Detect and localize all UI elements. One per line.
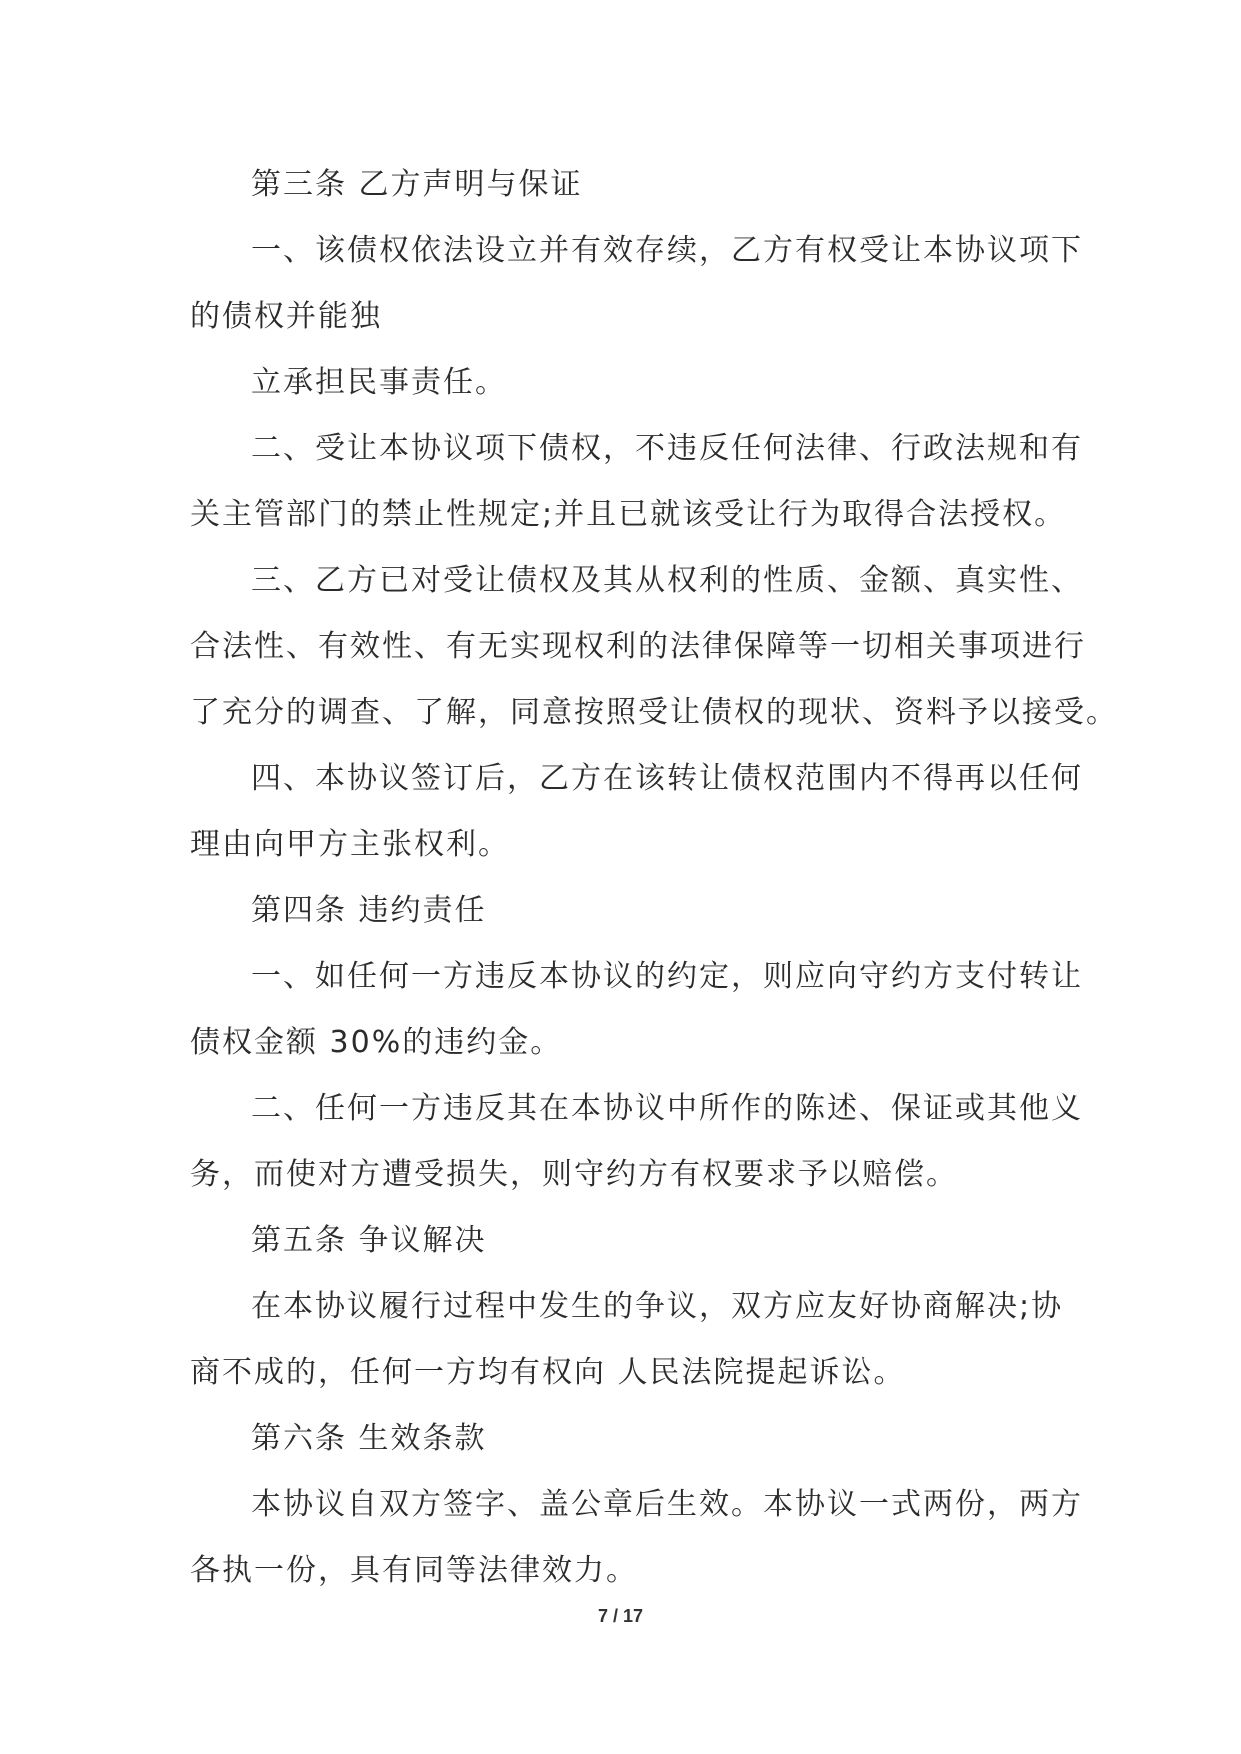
section-heading-article-5: 第五条 争议解决	[251, 1223, 487, 1258]
paragraph-line: 本协议自双方签字、盖公章后生效。本协议一式两份，两方	[251, 1487, 1083, 1522]
paragraph-line: 务，而使对方遭受损失，则守约方有权要求予以赔偿。	[190, 1157, 958, 1192]
paragraph-line: 了充分的调查、了解，同意按照受让债权的现状、资料予以接受。	[190, 695, 1118, 730]
paragraph-line: 债权金额 30%的违约金。	[190, 1025, 563, 1060]
section-heading-article-6: 第六条 生效条款	[251, 1421, 487, 1456]
paragraph-line: 四、本协议签订后，乙方在该转让债权范围内不得再以任何	[251, 761, 1083, 796]
paragraph-line: 一、如任何一方违反本协议的约定，则应向守约方支付转让	[251, 959, 1083, 994]
paragraph-line: 各执一份，具有同等法律效力。	[190, 1553, 638, 1588]
paragraph-line: 商不成的，任何一方均有权向 人民法院提起诉讼。	[190, 1355, 906, 1390]
paragraph-line: 理由向甲方主张权利。	[190, 827, 510, 862]
paragraph-line: 二、任何一方违反其在本协议中所作的陈述、保证或其他义	[251, 1091, 1083, 1126]
section-heading-article-4: 第四条 违约责任	[251, 893, 487, 928]
document-body	[190, 152, 1118, 1604]
page-number: 7 / 17	[597, 1606, 644, 1626]
section-heading-article-3: 第三条 乙方声明与保证	[251, 167, 583, 202]
paragraph-line: 关主管部门的禁止性规定;并且已就该受让行为取得合法授权。	[190, 497, 1067, 532]
paragraph-line: 合法性、有效性、有无实现权利的法律保障等一切相关事项进行	[190, 629, 1086, 664]
paragraph-line: 在本协议履行过程中发生的争议，双方应友好协商解决;协	[251, 1289, 1064, 1324]
paragraph-line: 一、该债权依法设立并有效存续，乙方有权受让本协议项下	[251, 233, 1083, 268]
paragraph-line: 三、乙方已对受让债权及其从权利的性质、金额、真实性、	[251, 563, 1083, 598]
paragraph-line: 二、受让本协议项下债权，不违反任何法律、行政法规和有	[251, 431, 1083, 466]
paragraph-line: 的债权并能独	[190, 299, 382, 334]
paragraph-line: 立承担民事责任。	[251, 365, 507, 400]
